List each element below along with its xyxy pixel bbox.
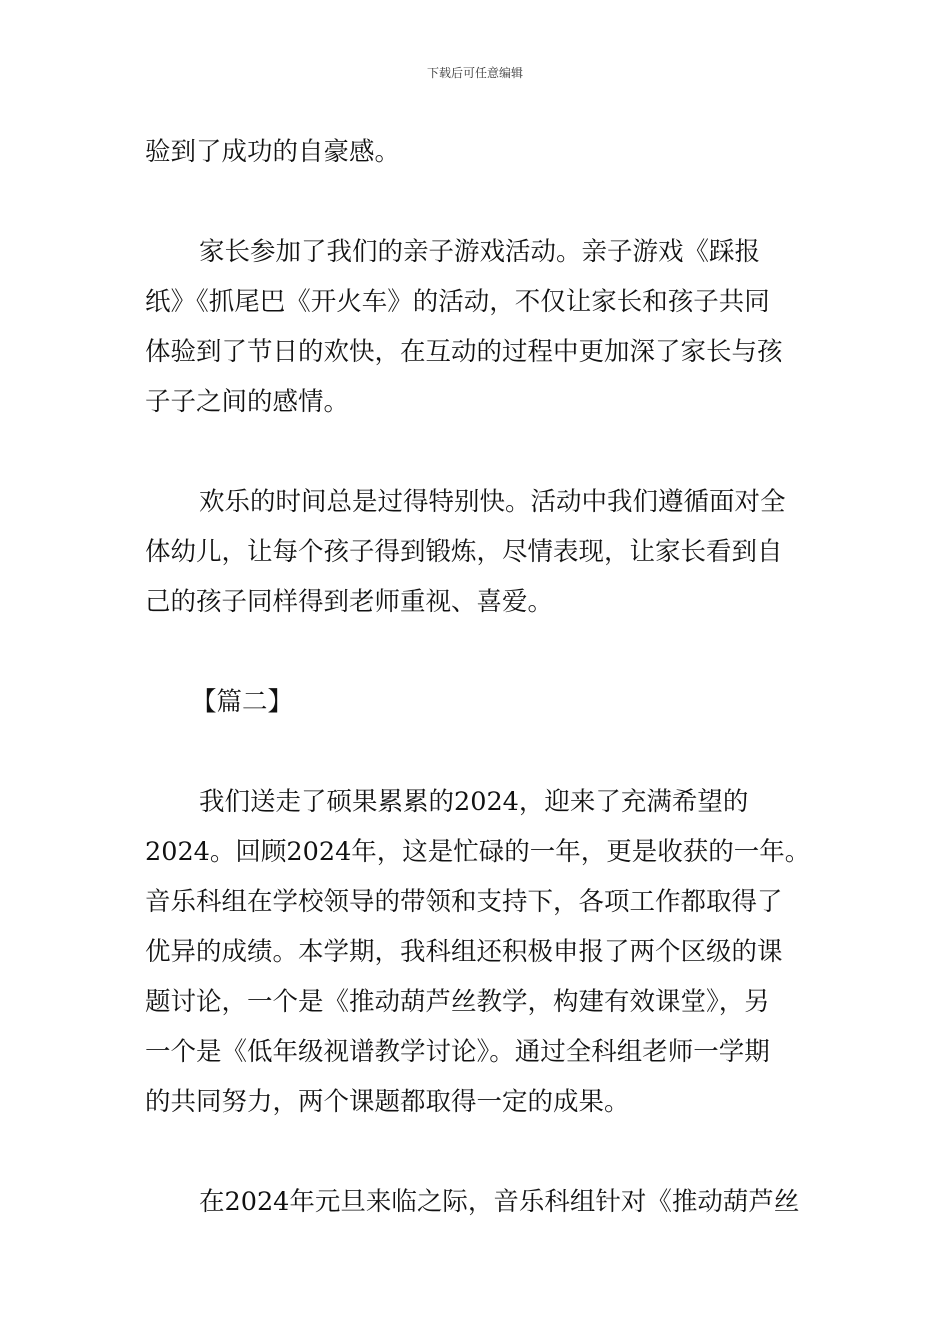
paragraph-parent-child-games — [145, 227, 807, 427]
section-heading: 【篇二】 — [191, 687, 294, 717]
text-line: 2024。回顾2024年，这是忙碌的一年，更是收获的一年。 — [145, 837, 811, 867]
paragraph-continuation — [145, 127, 807, 177]
text-line: 音乐科组在学校领导的带领和支持下，各项工作都取得了 — [145, 887, 783, 917]
text-line: 一个是《低年级视谱教学讨论》。通过全科组老师一学期 — [145, 1037, 770, 1067]
paragraph-gap — [145, 627, 807, 677]
paragraph-gap — [145, 427, 807, 477]
paragraph-gap — [145, 1127, 807, 1177]
text-line: 体幼儿，让每个孩子得到锻炼，尽情表现，让家长看到自 — [145, 537, 783, 567]
text-line: 在2024年元旦来临之际，音乐科组针对《推动葫芦丝 — [199, 1187, 800, 1217]
page-header: 下载后可任意编辑 — [426, 66, 523, 80]
paragraph-happy-time — [145, 477, 807, 627]
paragraph-new-year — [145, 1177, 807, 1227]
text-line: 子子之间的感情。 — [145, 387, 350, 417]
paragraph-gap — [145, 727, 807, 777]
text-line: 体验到了节日的欢快，在互动的过程中更加深了家长与孩 — [145, 337, 783, 367]
text-line: 家长参加了我们的亲子游戏活动。亲子游戏《踩报 — [199, 237, 761, 267]
paragraph-gap — [145, 177, 807, 227]
text-line: 己的孩子同样得到老师重视、喜爱。 — [145, 587, 554, 617]
text-line: 纸》《抓尾巴《开火车》的活动，不仅让家长和孩子共同 — [145, 287, 770, 317]
text-line: 验到了成功的自豪感。 — [145, 137, 401, 167]
text-line: 题讨论，一个是《推动葫芦丝教学，构建有效课堂》，另 — [145, 987, 770, 1017]
text-line: 欢乐的时间总是过得特别快。活动中我们遵循面对全 — [199, 487, 786, 517]
text-line: 优异的成绩。本学期，我科组还积极申报了两个区级的课 — [145, 937, 783, 967]
text-line: 的共同努力，两个课题都取得一定的成果。 — [145, 1087, 630, 1117]
text-line: 我们送走了硕果累累的2024，迎来了充满希望的 — [199, 787, 749, 817]
paragraph-music-group-review — [145, 777, 811, 1127]
document-body — [145, 127, 811, 1227]
